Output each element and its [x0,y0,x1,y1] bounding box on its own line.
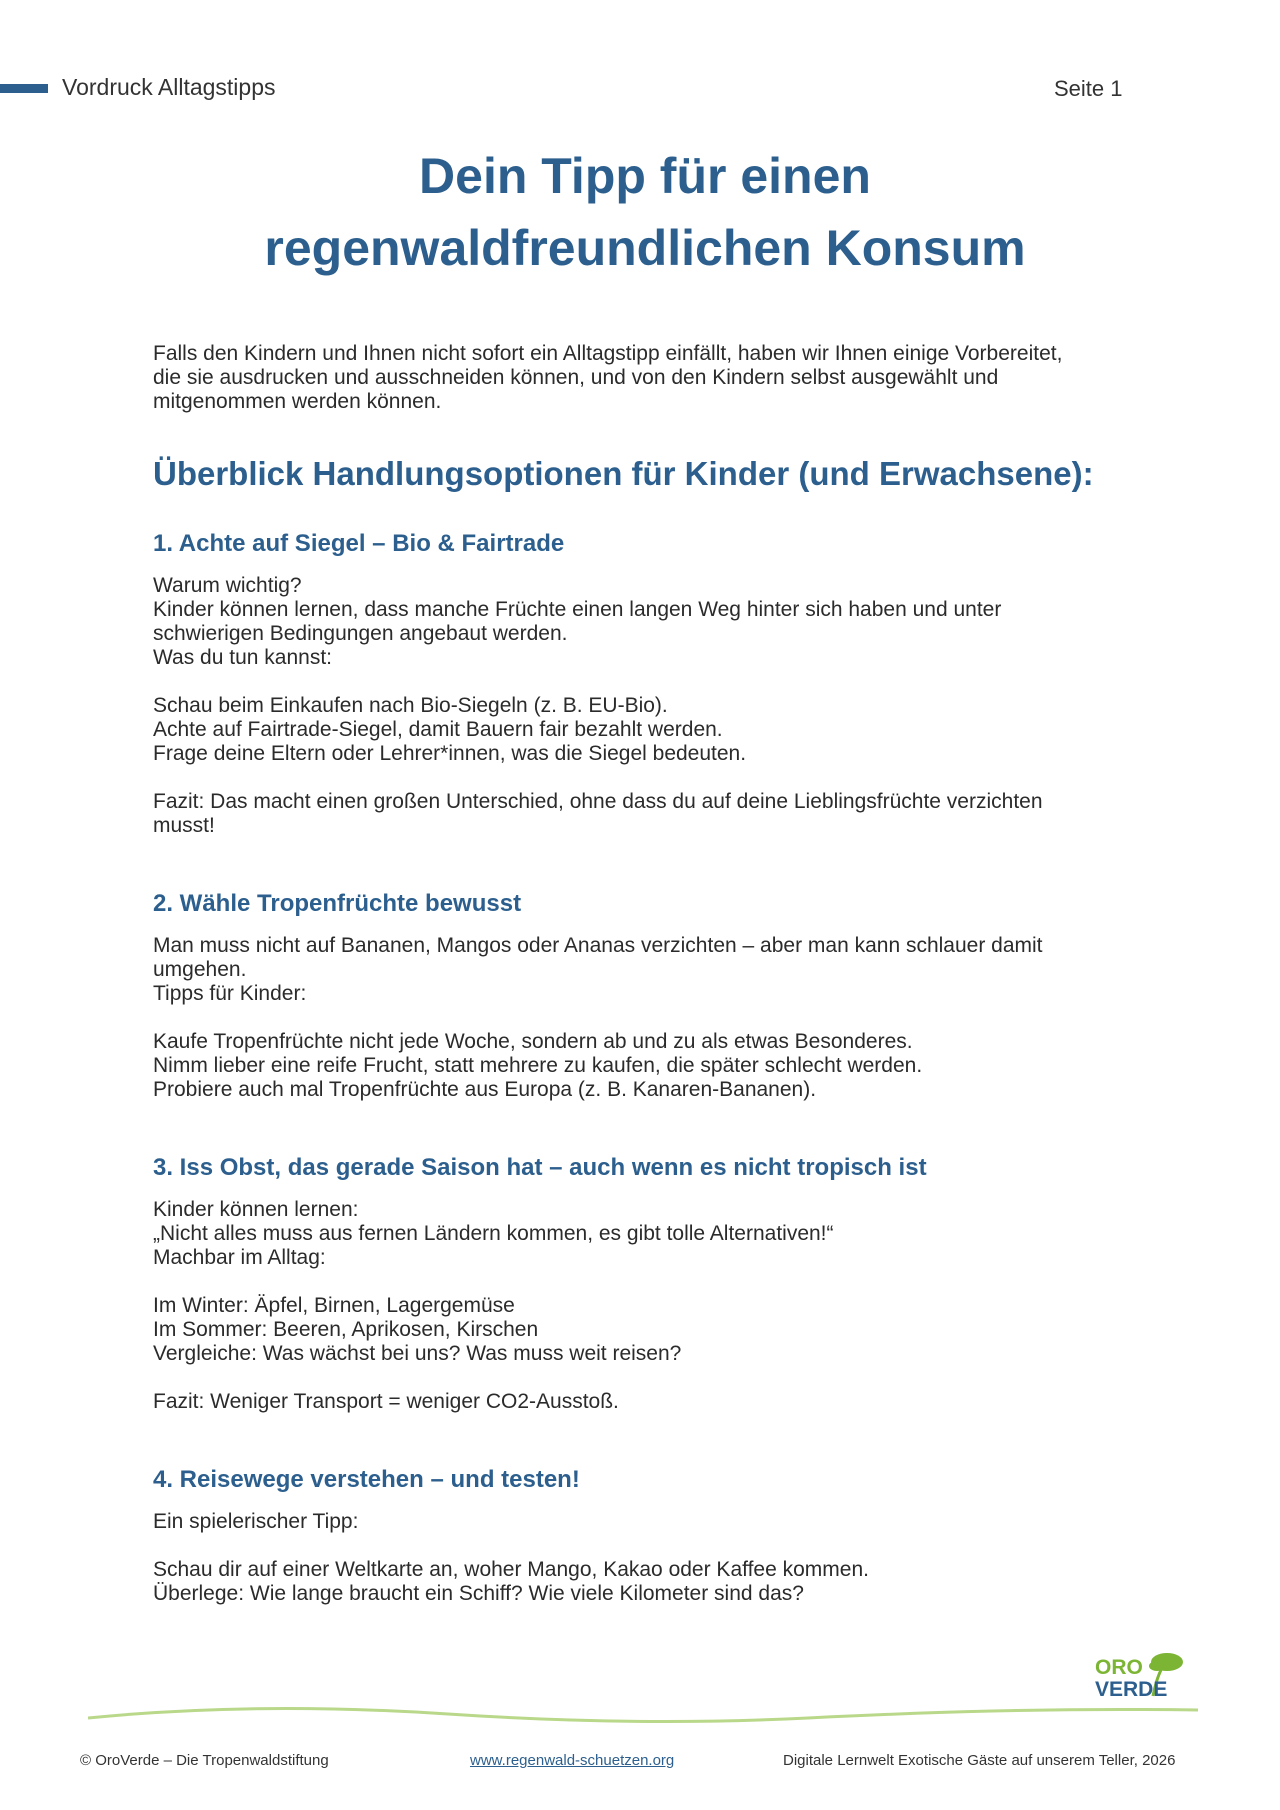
text-line: Vergleiche: Was wächst bei uns? Was muss weit reisen? [153,1342,682,1365]
text-line: Schau beim Einkaufen nach Bio-Siegeln (z. B. EU-Bio). [153,694,668,717]
section-title: 2. Wähle Tropenfrüchte bewusst [153,890,522,917]
header-accent-bar [0,84,48,93]
text-line: Im Winter: Äpfel, Birnen, Lagergemüse [153,1294,515,1317]
text-line: Schau dir auf einer Weltkarte an, woher Mango, Kakao oder Kaffee kommen. [153,1558,869,1581]
text-line: Ein spielerischer Tipp: [153,1510,359,1533]
main-content [153,342,1128,1606]
text-line: Im Sommer: Beeren, Aprikosen, Kirschen [153,1318,539,1341]
section-3 [153,1154,1128,1414]
paragraph-gap [153,1006,1128,1030]
paragraph-gap [153,1366,1128,1390]
section-title: 4. Reisewege verstehen – und testen! [153,1466,580,1493]
title-line-2: regenwaldfreundlichen Konsum [264,220,1026,276]
footer-course-info: Digitale Lernwelt Exotische Gäste auf unserem Teller, 2026 [783,1752,1176,1769]
paragraph-gap [153,670,1128,694]
logo-text-verde: VERDE [1095,1678,1168,1701]
text-line: Fazit: Weniger Transport = weniger CO2-Ausstoß. [153,1390,619,1413]
intro-line: Falls den Kindern und Ihnen nicht sofort ein Alltagstipp einfällt, haben wir Ihnen einige Vorbereitet, [153,342,1063,365]
section-title: 3. Iss Obst, das gerade Saison hat – auch wenn es nicht tropisch ist [153,1154,927,1181]
paragraph-gap [153,1534,1128,1558]
paragraph-gap [153,766,1128,790]
intro-paragraph [153,342,1128,414]
text-line: Probiere auch mal Tropenfrüchte aus Europa (z. B. Kanaren-Bananen). [153,1078,817,1101]
oroverde-logo [1095,1648,1195,1708]
page-number: Seite 1 [1054,76,1123,101]
section-title: 1. Achte auf Siegel – Bio & Fairtrade [153,530,565,557]
decorative-wave-line [88,1700,1198,1730]
page-title [180,140,1110,284]
paragraph-gap [153,1270,1128,1294]
title-line-1: Dein Tipp für einen [419,148,871,204]
section-4 [153,1466,1128,1606]
text-line: umgehen. [153,958,247,981]
text-line: schwierigen Bedingungen angebaut werden. [153,622,568,645]
text-line: Man muss nicht auf Bananen, Mangos oder Ananas verzichten – aber man kann schlauer damit [153,934,1043,957]
text-line: Kinder können lernen, dass manche Früchte einen langen Weg hinter sich haben und unter [153,598,1002,621]
text-line: Was du tun kannst: [153,646,332,669]
text-line: Kinder können lernen: [153,1198,359,1221]
header-label: Vordruck Alltagstipps [62,74,276,100]
section-1 [153,530,1128,838]
text-line: musst! [153,814,215,837]
text-line: Achte auf Fairtrade-Siegel, damit Bauern fair bezahlt werden. [153,718,723,741]
text-line: Frage deine Eltern oder Lehrer*innen, was die Siegel bedeuten. [153,742,747,765]
text-line: Überlege: Wie lange braucht ein Schiff? Wie viele Kilometer sind das? [153,1582,804,1605]
text-line: Tipps für Kinder: [153,982,307,1005]
text-line: Warum wichtig? [153,574,302,597]
footer-copyright: © OroVerde – Die Tropenwaldstiftung [80,1752,329,1769]
text-line: Machbar im Alltag: [153,1246,326,1269]
text-line: Kaufe Tropenfrüchte nicht jede Woche, sondern ab und zu als etwas Besonderes. [153,1030,913,1053]
overview-heading: Überblick Handlungsoptionen für Kinder (und Erwachsene): [153,455,1094,492]
text-line: Fazit: Das macht einen großen Unterschied, ohne dass du auf deine Lieblingsfrüchte verzichten [153,790,1043,813]
section-2 [153,890,1128,1102]
intro-line: die sie ausdrucken und ausschneiden können, und von den Kindern selbst ausgewählt und [153,366,999,389]
text-line: Nimm lieber eine reife Frucht, statt mehrere zu kaufen, die später schlecht werden. [153,1054,923,1077]
intro-line: mitgenommen werden können. [153,390,442,413]
text-line: „Nicht alles muss aus fernen Ländern kommen, es gibt tolle Alternativen!“ [153,1222,834,1245]
footer-website-link[interactable]: www.regenwald-schuetzen.org [470,1752,675,1769]
logo-text-oro: ORO [1095,1656,1143,1679]
